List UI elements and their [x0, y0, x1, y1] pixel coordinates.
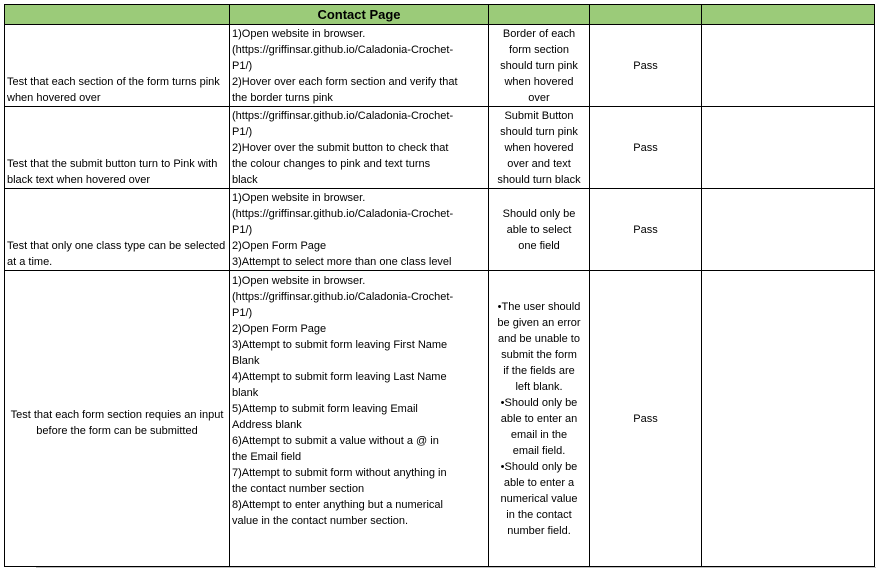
step-line: P1/) — [232, 126, 253, 138]
expected-line: Border of each — [502, 27, 576, 40]
step-line: 2)Open Form Page — [232, 323, 327, 335]
steps-cell — [230, 271, 489, 567]
expected-line: be given an error — [497, 316, 581, 329]
step-line: the contact number section — [232, 483, 365, 495]
step-line: 8)Attempt to enter anything but a numerical — [232, 499, 443, 511]
step-line: 3)Attempt to select more than one class level — [232, 256, 452, 268]
header-cell-test — [5, 5, 230, 25]
expected-line: submit the form — [501, 348, 577, 361]
header-row — [5, 5, 875, 25]
step-line: 6)Attempt to submit a value without a @ in — [232, 435, 439, 447]
header-cell-notes — [702, 5, 875, 25]
steps-cell — [230, 107, 489, 189]
expected-line: over — [528, 91, 550, 104]
test-description-cell — [5, 189, 230, 271]
expected-line: •The user should — [497, 300, 581, 313]
step-line: Blank — [232, 355, 260, 367]
table-row — [5, 25, 875, 107]
step-line: 2)Open Form Page — [232, 240, 327, 252]
expected-line: numerical value — [500, 492, 578, 505]
step-line: 2)Hover over the submit button to check that — [232, 142, 449, 154]
test-description-cell — [5, 25, 230, 107]
result-cell: Pass — [590, 189, 702, 271]
test-description: Test that only one class type can be selected at a time. — [7, 240, 226, 268]
notes-cell — [702, 107, 875, 189]
step-line: 1)Open website in browser. — [232, 275, 366, 287]
step-line: value in the contact number section. — [232, 515, 409, 527]
step-line: the Email field — [232, 451, 302, 463]
test-description-cell — [5, 107, 230, 189]
expected-line: when hovered — [504, 75, 574, 88]
expected-cell — [489, 271, 590, 567]
steps-cell — [230, 189, 489, 271]
expected-line: and be unable to — [498, 332, 580, 345]
notes-cell — [702, 271, 875, 567]
step-line: 1)Open website in browser. — [232, 192, 366, 204]
header-cell-expected — [489, 5, 590, 25]
step-line: the border turns pink — [232, 92, 333, 104]
expected-line: number field. — [507, 524, 571, 537]
expected-line: Should only be — [502, 207, 576, 220]
table-row — [5, 107, 875, 189]
expected-line: email in the — [510, 428, 568, 441]
notes-cell — [702, 25, 875, 107]
step-line: (https://griffinsar.github.io/Caladonia-Crochet- — [232, 44, 454, 56]
test-description: Test that each section of the form turns pink when hovered over — [7, 76, 220, 104]
step-line: 2)Hover over each form section and verify that — [232, 76, 458, 88]
test-description: Test that the submit button turn to Pink with black text when hovered over — [7, 158, 218, 186]
step-line: 7)Attempt to submit form without anything in — [232, 467, 447, 479]
expected-line: in the contact — [506, 508, 572, 521]
step-line: 5)Attemp to submit form leaving Email — [232, 403, 418, 415]
expected-line: when hovered — [504, 141, 574, 154]
step-line: P1/) — [232, 60, 253, 72]
expected-line: should turn black — [497, 173, 581, 186]
step-line: 1)Open website in browser. — [232, 28, 366, 40]
result-cell: Pass — [590, 107, 702, 189]
table-row — [5, 189, 875, 271]
expected-line: left blank. — [515, 380, 563, 393]
expected-line: form section — [509, 43, 569, 56]
test-description: Test that each form section requies an input before the form can be submitted — [10, 408, 224, 437]
result-cell: Pass — [590, 25, 702, 107]
step-line: (https://griffinsar.github.io/Caladonia-Crochet- — [232, 291, 454, 303]
expected-line: one field — [518, 239, 560, 252]
steps-cell — [230, 25, 489, 107]
header-title: Contact Page — [230, 5, 489, 25]
step-line: Address blank — [232, 419, 302, 431]
step-line: P1/) — [232, 307, 253, 319]
table-row — [5, 271, 875, 567]
header-cell-result — [590, 5, 702, 25]
expected-line: over and text — [507, 157, 571, 170]
step-line: (https://griffinsar.github.io/Caladonia-Crochet- — [232, 110, 454, 122]
sheet-bottom-edge — [36, 567, 876, 568]
test-description-cell — [5, 271, 230, 567]
step-line: the colour changes to pink and text turns — [232, 158, 431, 170]
expected-line: able to enter an — [500, 412, 578, 425]
expected-line: able to select — [506, 223, 572, 236]
result-cell: Pass — [590, 271, 702, 567]
step-line: black — [232, 174, 258, 186]
step-line: 4)Attempt to submit form leaving Last Name — [232, 371, 447, 383]
expected-line: if the fields are — [503, 364, 575, 377]
notes-cell — [702, 189, 875, 271]
step-line: (https://griffinsar.github.io/Caladonia-Crochet- — [232, 208, 454, 220]
expected-line: •Should only be — [500, 460, 578, 473]
expected-cell — [489, 107, 590, 189]
step-line: blank — [232, 387, 259, 399]
step-line: 3)Attempt to submit form leaving First Name — [232, 339, 448, 351]
expected-cell — [489, 189, 590, 271]
step-line: P1/) — [232, 224, 253, 236]
expected-line: email field. — [512, 444, 566, 457]
expected-line: able to enter a — [503, 476, 575, 489]
expected-line: should turn pink — [500, 59, 578, 72]
test-table — [4, 4, 875, 567]
expected-line: Submit Button — [504, 109, 574, 122]
expected-cell — [489, 25, 590, 107]
expected-line: •Should only be — [500, 396, 578, 409]
expected-line: should turn pink — [500, 125, 578, 138]
